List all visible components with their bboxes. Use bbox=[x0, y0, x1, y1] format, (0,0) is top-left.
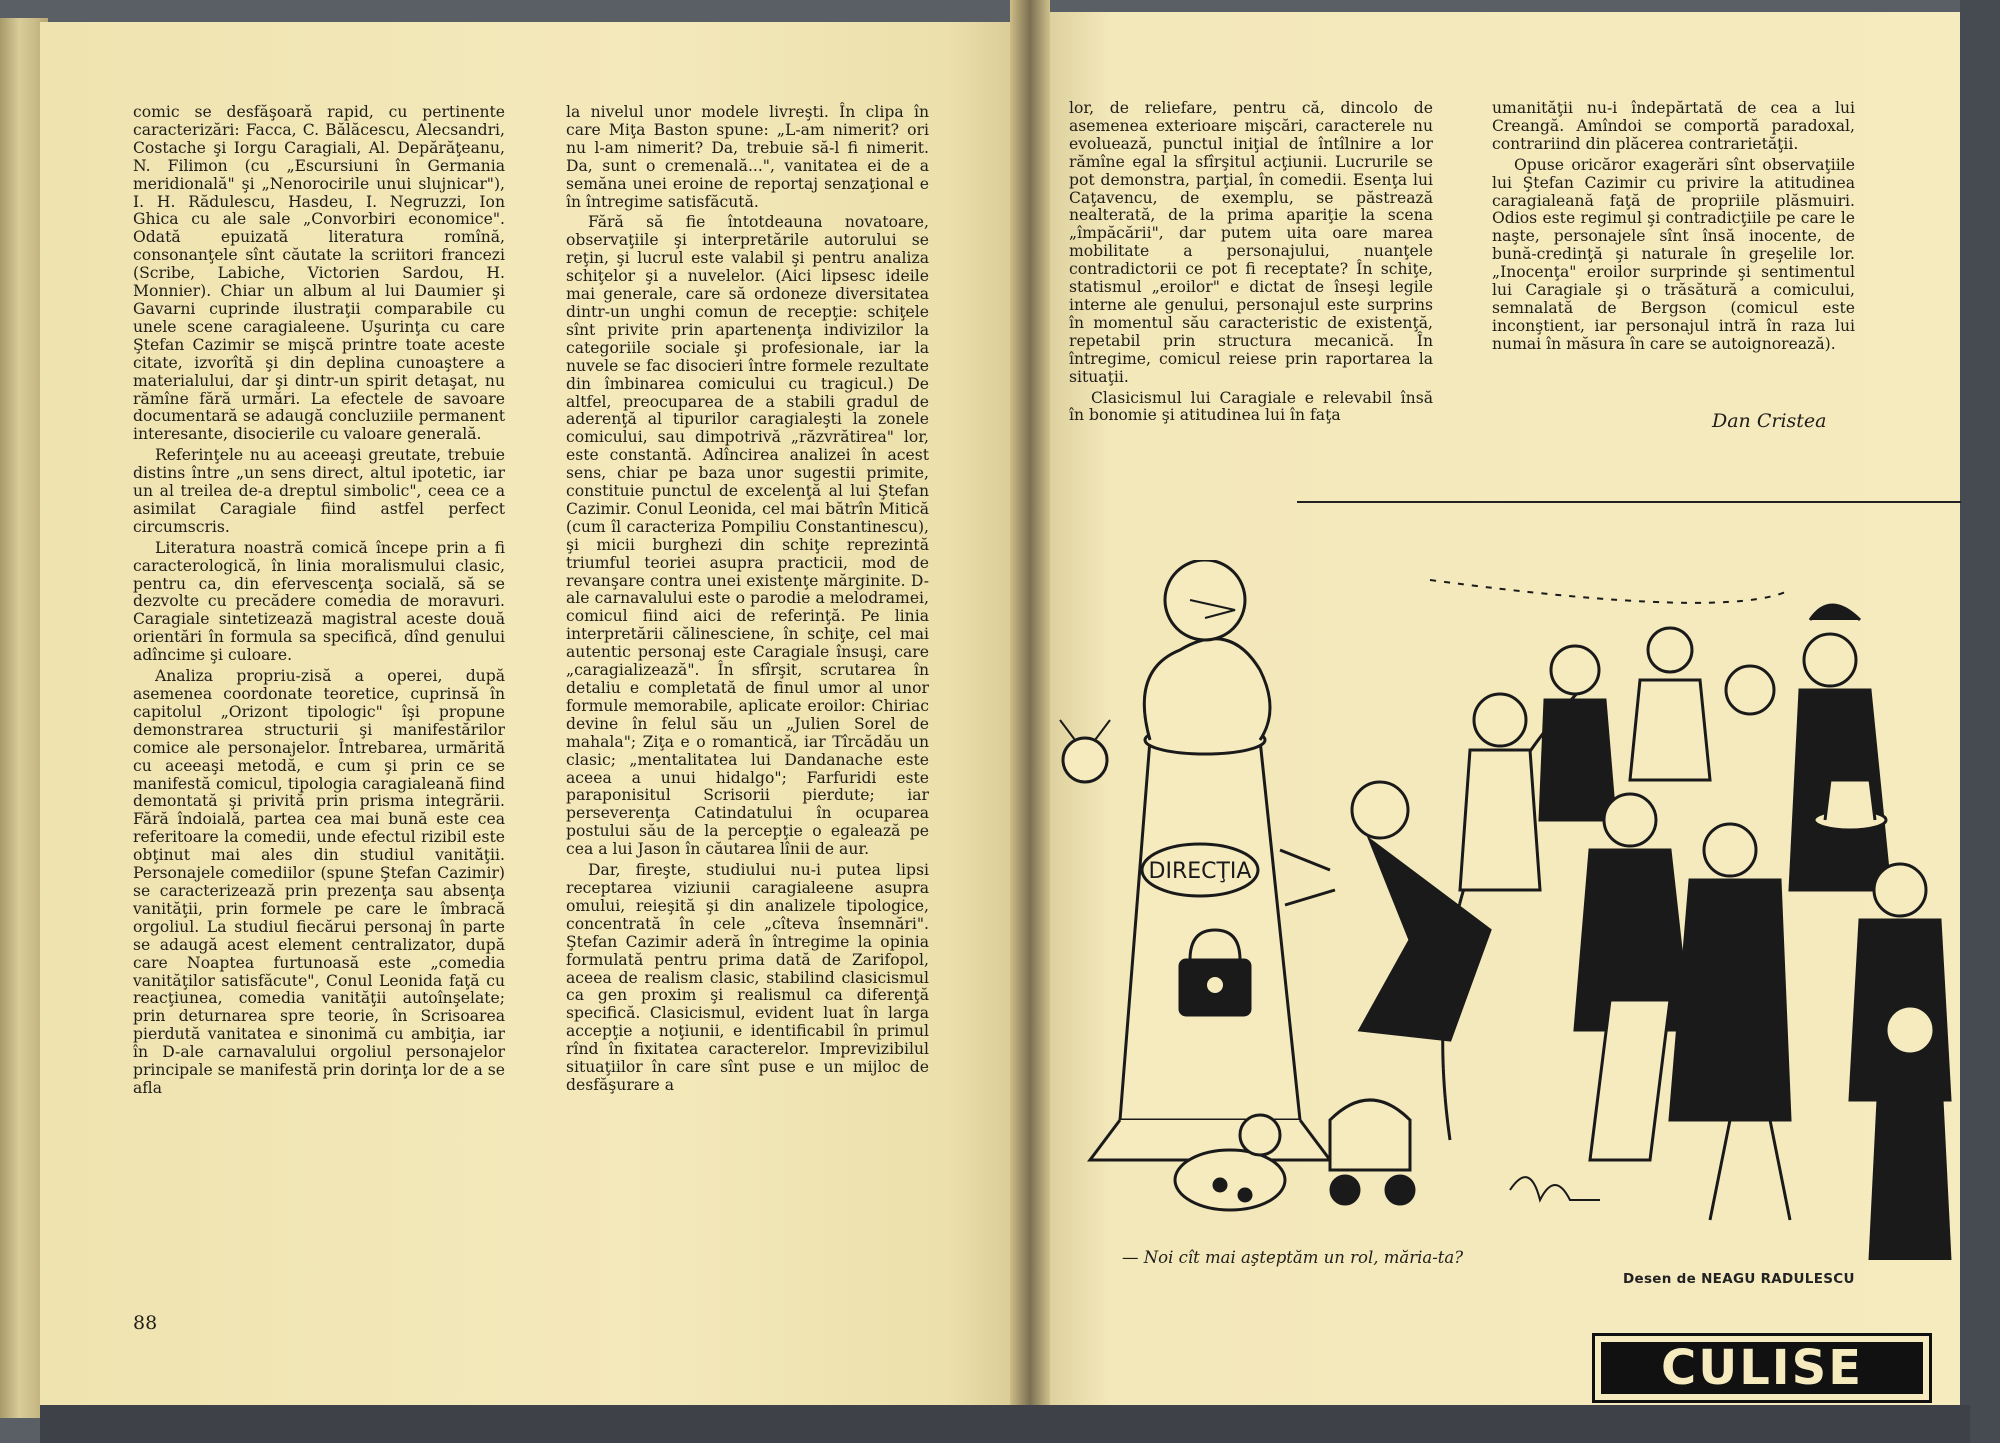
paragraph: Referinţele nu au aceeaşi greutate, trebuie distins între „un sens direct, altul ipotetic, iar un al treilea de-a dreptul simbolic", ceea ce a asimilat Caragiale fiind astfel perfect circumscris. bbox=[133, 446, 505, 536]
kneeling-actor bbox=[1352, 782, 1408, 838]
paragraph: umanităţii nu-i îndepărtată de cea a lui Creangă. Amîndoi se comportă paradoxal, contrariind din plăcerea contrarietăţii. bbox=[1492, 99, 1855, 153]
paragraph: Dar, fireşte, studiului nu-i putea lipsi receptarea viziunii caragialeene asupra omului, reieşită şi din analizele tipologice, concentrată în cele „cîteva însemnări". Ştefan Cazimir aderă în întregime la opinia formulată pentru prima dată de Zarifopol, aceea de realism clasic, stabilind clasicismul ca gen proxim şi realismul ca diferenţă specifică. Clasicismul, evident luat în larga accepţie a noţiunii, e identificabil în primul rînd în fixitatea caracterelor. Imprevizibilul situaţiilor în care sînt puse e un mijloc de desfăşurare a bbox=[566, 861, 929, 1094]
cartoon-illustration bbox=[1030, 560, 1960, 1260]
paragraph: Literatura noastră comică începe prin a fi caracterologică, în linia moralismului clasic, pentru ca, din efervescenţa socială, să se dezvolte cu precădere comedia de moravuri. Caragiale sintetizează magistral aceste două orientări în formula sa specifică, dînd genului adîncime şi culoare. bbox=[133, 538, 505, 665]
right-column-1 bbox=[1069, 100, 1433, 428]
cartoon-caption: — Noi cît mai aşteptăm un rol, măria-ta? bbox=[1122, 1248, 1464, 1267]
cartoon-credit: Desen de NEAGU RADULESCU bbox=[1623, 1271, 1855, 1287]
crowd-of-actors bbox=[1460, 605, 1950, 1260]
paragraph: Fără să fie întotdeauna novatoare, observaţiile şi interpretările autorului se reţin, şi lucrul este valabil şi pentru analiza schiţelor şi a nuvelelor. (Aici lipsesc ideile mai generale, care să ordoneze diversitatea dintr-un unghi comun de recepţie: schiţele sînt privite prin apartenenţa indivizilor la categoriile sociale şi profesionale, iar la nuvele se fac disocieri între formele rezultate din îmbinarea comicului cu tragicul.) De altfel, preocuparea de a stabili gradul de aderenţă al tipurilor caragialeşti la zonele comicului, sau dimpotrivă „răzvrătirea" lor, este constantă. Adîncirea analizei în acest sens, chiar pe baza unor sugestii primite, constituie punctul de excelenţă al lui Ştefan Cazimir. Conul Leonida, cel mai bătrîn Mitică (cum îl caracteriza Pompiliu Constantinescu), şi micii burghezi din schiţe reprezintă triumful teoriei asupra practicii, mod de revanşare contra unei existenţe mărginite. D-ale carnavalului este o parodie a melodramei, comicul fiind aici de referinţă. Pe linia interpretării călinesciene, în schiţe, cel mai autentic personaj este Caragiale însuşi, care „caragializează". În sfîrşit, scrutarea în detaliu e completată de finul umor al unor formule memorabile, aplicate eroilor: Chiriac devine în felul său un „Julien Sorel de mahala"; Ziţa e o romantică, iar Tîrcădău un clasic; „mentalitatea lui Dandanache este aceea a unui hidalgo"; Farfuridi este paraponisitul Scrisorii pierdute; iar perseverenţa Catindatului în ocuparea postului său de la percepţie o egalează pe cea a lui Jason în căutarea lînii de aur. bbox=[566, 213, 929, 859]
culise-logo bbox=[1592, 1333, 1932, 1403]
dog-figure bbox=[1175, 1150, 1285, 1210]
paragraph: Clasicismul lui Caragiale e relevabil însă în bonomie şi atitudinea lui în faţa bbox=[1069, 388, 1433, 425]
left-column-2 bbox=[566, 104, 929, 1098]
mouse-figure bbox=[1063, 738, 1107, 782]
bust-head bbox=[1165, 560, 1245, 640]
pram bbox=[1330, 1100, 1410, 1170]
paragraph: Opuse oricăror exagerări sînt observaţiile lui Ştefan Cazimir cu privire la atitudinea caragialeană faţă de propriile plăsmuiri. Odios este regimul şi contradicţiile pe care le naşte, personajele sînt însă inocente, de bună-credinţă şi naturale în greşelile lor. „Inocenţa" eroilor surprinde şi sentimentul lui Caragiale şi o trăsătură a comicului, semnalată de Bergson (comicul este inconştient, iar personajul intră în raza lui numai în măsura în care se autoignorează). bbox=[1492, 155, 1855, 353]
paragraph: lor, de reliefare, pentru că, dincolo de asemenea exterioare mişcări, caracterele nu evoluează, punctul iniţial de întîlnire a lor rămîne egal la sfîrşitul acţiunii. Lucrurile se pot demonstra, parţial, în comedii. Esenţa lui Caţavencu, de exemplu, se păstrează nealterată, de la prima apariţie la scena „împăcării", dar putem uita oare marea mobilitate a personajului, nuanţele contradictorii ce pot fi receptate? În schiţe, statismul „eroilor" e dictat de înseşi legile interne ale genului, personajul este surprins în momentul său caracteristic de existenţă, repetabil prin structura mecanică. În întregime, comicul reiese prin raportarea la situaţii. bbox=[1069, 99, 1433, 386]
bottom-shadow bbox=[40, 1405, 1970, 1443]
culise-logo-text: CULISE bbox=[1601, 1342, 1923, 1394]
paragraph: la nivelul unor modele livreşti. În clipa în care Miţa Baston spune: „L-am nimerit? ori nu l-am nimerit? Da, trebuie să-l fi nimerit. Da, sunt o cremenală...", vanitatea ei de a semăna unei eroine de reportaj senzaţional e în întregime satisfăcută. bbox=[566, 103, 929, 211]
author-signature: Dan Cristea bbox=[1712, 410, 1827, 432]
page-number: 88 bbox=[133, 1312, 158, 1334]
cover-edge bbox=[1960, 0, 2000, 1443]
right-column-2 bbox=[1492, 100, 1855, 357]
paragraph: Analiza propriu-zisă a operei, după asemenea coordonate teoretice, cuprinsă în capitolul „Orizont tipologic" îşi propune demonstrarea structurii şi manifestărilor comice ale personajelor. Întrebarea, urmărită cu aceeaşi metodă, e cum şi prin ce se manifestă comicul, tipologia caragialeană fiind demontată şi privită prin prisma integrării. Fără îndoială, partea cea mai bună este cea referitoare la comedii, unde efectul rizibil este obţinut mai ales din studiul vanităţii. Personajele comediilor (spune Ştefan Cazimir) se caracterizează prin prezenţa sau absenţa vanităţii, prin formele pe care le îmbracă orgoliul. La studiul fiecărui personaj în parte se adaugă acest element centralizator, după care Noaptea furtunoasă este „comedia vanităţilor satisfăcute", Conul Leonida faţă cu reacţiunea, comedia vanităţii autoînşelate; prin deturnarea spre teorie, în Scrisoarea pierdută vanitatea e sinonimă cu ambiţia, iar în D-ale carnavalului orgoliul personajelor principale se manifestă prin dorinţa lor de a se afla bbox=[133, 667, 505, 1097]
divider-rule bbox=[1297, 501, 1961, 503]
left-column-1 bbox=[133, 104, 505, 1101]
paragraph: comic se desfăşoară rapid, cu pertinente caracterizări: Facca, C. Bălăcescu, Alecsandri, Costache şi Iorgu Caragiali, Al. Depărăţeanu, N. Filimon (cu „Escursiuni în Germania meridională" şi „Nenorocirile unui slujnicar"), I. H. Rădulescu, Hasdeu, I. Negruzzi, Ion Ghica cu ale sale „Convorbiri economice". Odată epuizată literatura romînă, consonanţele sînt căutate la scriitori francezi (Scribe, Labiche, Victorien Sardou, H. Monnier). Chiar un album al lui Daumier şi Gavarni cuprinde ilustraţii comparabile cu unele scene caragialeene. Uşurinţa cu care Ştefan Cazimir se mişcă printre toate aceste citate, izvorîtă şi din deplina cunoaştere a materialului, dar şi dintr-un spirit detaşat, nu rămîne fără urmări. La efectele de savoare documentară se adaugă concluziile permanent interesante, disocierile cu valoare generală. bbox=[133, 103, 505, 444]
direction-sign-text: DIRECŢIA bbox=[1148, 859, 1252, 884]
